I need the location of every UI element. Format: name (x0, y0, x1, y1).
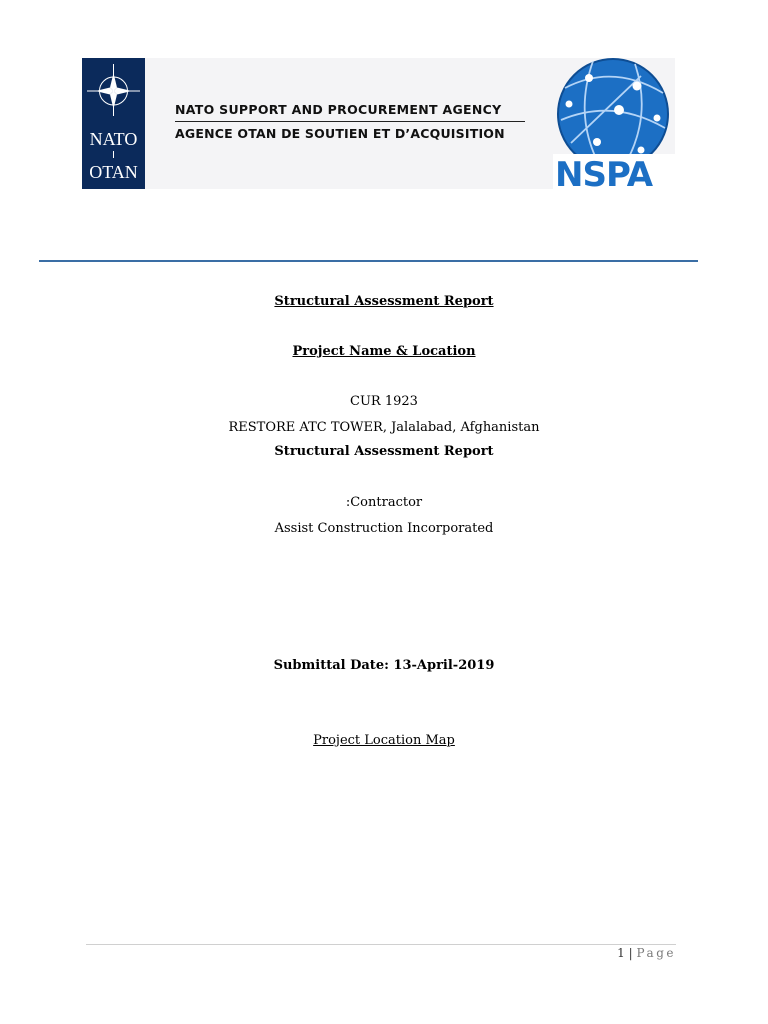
nato-word: NATO (89, 129, 138, 149)
project-location-map-link[interactable]: Project Location Map (313, 733, 455, 748)
contractor-name: Assist Construction Incorporated (274, 521, 494, 536)
nato-logo (82, 58, 145, 189)
agency-name-french: AGENCE OTAN DE SOUTIEN ET D’ACQUISITION (175, 126, 505, 141)
project-heading: Project Name & Location (292, 344, 476, 359)
report-type: Structural Assessment Report (274, 444, 494, 459)
footer-rule (86, 944, 676, 945)
page-separator: | (628, 946, 633, 960)
header-rule (39, 260, 698, 262)
report-title: Structural Assessment Report (274, 294, 494, 309)
agency-name-english: NATO SUPPORT AND PROCUREMENT AGENCY (175, 102, 525, 122)
submittal-date: Submittal Date: 13-April-2019 (273, 658, 495, 673)
page-footer (86, 946, 676, 960)
project-code: CUR 1923 (350, 394, 418, 409)
page-word: Page (636, 946, 676, 960)
nspa-logo (553, 58, 675, 189)
otan-word: OTAN (89, 162, 138, 182)
header-banner (82, 58, 675, 189)
contractor-label: :Contractor (345, 495, 423, 510)
agency-name-block (175, 102, 525, 141)
page-number: 1 (617, 946, 625, 960)
project-name: RESTORE ATC TOWER, Jalalabad, Afghanistan (228, 420, 540, 435)
nspa-wordmark: NSPA (555, 155, 653, 189)
